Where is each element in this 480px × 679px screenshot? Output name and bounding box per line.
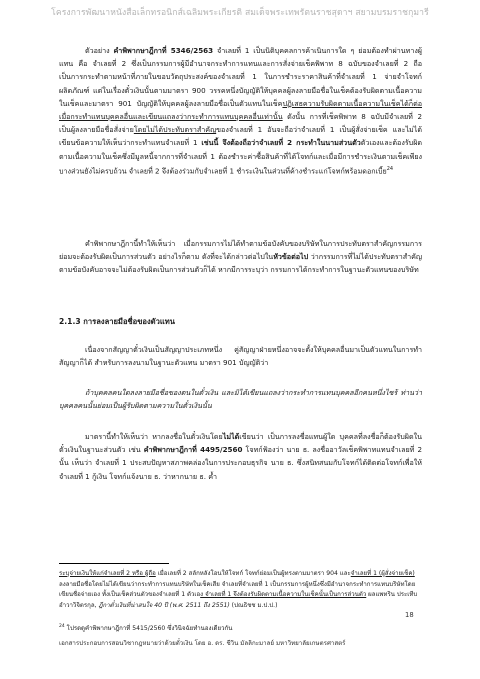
page-number: 18: [405, 611, 414, 619]
text-run: จำเลยที่ 1 (ผู้สั่งจ่ายเช็ค): [350, 570, 415, 577]
bold-text: ไม่ได้: [222, 432, 240, 441]
book-title: ฎีกาตั๋วเงินที่น่าสนใจ 40 ปี (พ.ศ. 2511 ถึง 2551): [98, 601, 230, 609]
statute-quote: ถ้าบุคคลคนใดลงลายมือชื่อของตนในตั๋วเงิน และมิได้เขียนแถลงว่ากระทำการแทนบุคคลอีกคนหนึ่งไซร้ ท่านว่าบุคคลคนนั้นย่อมเป็นผู้รับผิดตามความในตั๋วเงินนั้น: [59, 388, 422, 411]
text-run: โปรดดูคำพิพากษาฎีกาที่ 5415/2560 ซึ่งวินิจฉัยทำนองเดียวกัน: [64, 625, 233, 633]
footnote-continuation: [59, 569, 422, 611]
text-run: ผลแพทริน ประเทีบ อำวาวิจิตรกุล,: [59, 591, 418, 609]
agent-paragraph: เนื่องจากสัญญาตั๋วเงินเป็นสัญญาประเภทหนึ่ง คู่สัญญาฝ่ายหนึ่งอาจจะตั้งให้บุคคลอื่นมาเป็นตัวแทนในการทำสัญญาก็ได้ สำหรับการลงนามในฐานะตัวแทน มาตรา 901 บัญญัติว่า: [59, 345, 422, 368]
text-run: ระบุจ่ายเงินให้แก่จำเลยที่ 2 หรือ ผู้ถือ: [59, 570, 156, 577]
bold-conclusion: เช่นนี้ จึงต้องถือว่าจำเลยที่ 2 กระทำในนามส่วนตัว: [201, 138, 361, 148]
explanation-paragraph: [59, 430, 422, 483]
commentary-paragraph: [59, 237, 422, 277]
text-run: ว่ากรรมการที่ไม่ได้ประทับตราสำคัญตามข้อบังคับอาจจะไม่ต้องรับผิดเป็นการส่วนตัวก็ได้ หากมีการระบุว่า กรรมการได้กระทำการในฐานะตัวแทนของบริษัท: [59, 252, 423, 275]
text-run: เขียนว่า เป็นการลงชื่อแทนผู้ใด บุคคลที่ลงชื่อก็ต้องรับผิดในตั๋วเงินในฐานะส่วนตัว เช่น: [59, 432, 422, 455]
text-run: ลงลายมือชื่อโดยไม่ได้เขียนว่ากระทำการแทนบริษัทในเช็คเสีย จำเลยที่จำเลยที่ 1 เป็นกรรมการผู้หนึ่งซึ่งมีอำนาจกระทำการแทนบริษัทโดยเขียนชื่อจ่ายเอง ทั้งเป็นเช็คส่วนตัวของจำเลยที่ 1 ตัวเอ: [59, 580, 416, 599]
text-run: จำเลยที่ 1 เป็นนิติบุคคลการค้าเนินการใด ๆ ย่อมต้องทำผ่านทางผู้แทน คือ จำเลยที่ 2 ซึ่งเป็นกรรมการผู้มีอำนาจกระทำการแทนและการสั่งจ่ายเช็คพิพาท 8 ฉบับของจำเลยที่ 2 ถือเป็นการกระทำตามหน้าที่ภายในขอบวัตถุประสงค์ของจำเลยที่ 1 ในการชำระราคาสินค้าที่จำเลยที่ 1 จ่ายจำโจทก์ผลิตภัณฑ์ แต่ในเรื่องตั๋วเงินนั้นตามมาตรา 900 วรรคหนึ่งบัญญัติให้บุคคลผู้ลงลายมือชื่อในเช็คต้องรับผิดตามเนื้อความในเช็คและมาตรา 901 บัญญัติให้บุคคลผู้ลงลายมือชื่อเป็นตัวแทนในเช็ค: [59, 46, 422, 108]
body-section-3: [59, 343, 422, 369]
text-run: ดังนั้น การที่เช็คพิพาท 8 ฉบับมีจำเลยที่ 2 เป็นผู้ลงลายมือชื่อสั่งจ่าย: [59, 112, 422, 135]
statute-quote-block: [59, 386, 422, 412]
underlined-text: ปฏิเสธความรับผิดตามเนื้อความในเช็คได้ก็ต่อเมื่อกระทำแทนบุคคลอื่นและเขียนแถลงว่ากระทำการแทนบุคคลอื่นเท่านั้น: [59, 98, 422, 122]
bold-reference: หัวข้อต่อไป: [273, 252, 309, 262]
case-reference: คำพิพากษาฎีกาที่ 5346/2563: [113, 46, 214, 55]
text-run: เมื่อเลยที่ 2 สลักหลังโอนให้โจทก์ โจทก์ย่อมเป็นผู้ทรงตามมาตรา 904 และ: [155, 570, 351, 577]
text-run: ตัวเองและต้องรับผิดตามเนื้อความในเช็คซึ่งมีมูลหนี้จากการที่จำเลยที่ 1 ต้องชำระค่าซื้อสินค้าที่ได้โจทก์และเมื่อมีการชำระเงินตามเช็คเพียงบางส่วนยังไม่ครบถ้วน จำเลยที่ 2 จึงต้องร่วมกับจำเลยที่ 1 ชำระเงินในส่วนที่ค้างชำระแก่โจทก์พร้อมดอกเบี้ย: [59, 138, 423, 176]
text-run: โจทก์ฟ้องว่า นาย ธ. ลงชื่ออาวัลเช็คพิพาทแทนจำเลยที่ 2 นั้น เห็นว่า จำเลยที่ 1 ประสบปัญหาสภาพคล่องในการประกอบธุรกิจ นาย ธ. ซึ่งสนิทสนมกับโจทก์ได้ติดต่อโจทก์เพื่อให้จำเลยที่ 1 กู้เงิน โจทก์แจ้งนาย ธ. ว่าหากนาย ธ. ค้ำ: [59, 445, 422, 481]
example-paragraph: [59, 44, 422, 177]
body-section-4: [59, 430, 422, 483]
text-run: มาตรานี้ทำให้เห็นว่า หากลงชื่อในตั๋วเงินโดย: [85, 432, 223, 441]
text-run: ตัวอย่าง: [85, 46, 114, 55]
footnote-number: 24: [59, 624, 65, 629]
footnote-24: [59, 622, 422, 635]
document-header: โครงการพัฒนาหนังสือเล็กทรอนิกส์เฉลิมพระเกียรติ สมเด็จพระเทพรัตนราชสุดาฯ สยามบรมราชกุมารี: [51, 8, 429, 18]
text-run: คำพิพากษาฎีกานี้ทำให้เห็นว่า เมื่อกรรมการไม่ได้ทำตามข้อบังคับของบริษัทในการประทับตราสำคัญกรรมการย่อมจะต้องรับผิดเป็นการส่วนตัว อย่างไรก็ตาม ดังที่จะได้กล่าวต่อไปใน: [59, 239, 422, 262]
case-reference: คำพิพากษาฎีกาที่ 4495/2560: [143, 445, 243, 455]
footnote-divider: [59, 563, 169, 564]
footnote-ref: 24: [386, 165, 394, 172]
body-section-2: [59, 237, 422, 277]
document-footer: เอกสารประกอบการสอนวิชากฎหมายว่าด้วยตั๋วเงิน โดย อ. ดร. ชีวิน มัลลิกะมาลย์ มหาวิทยาลัยเกษตรศาสตร์: [59, 640, 346, 647]
text-run: ของจำเลยที่ 1 อันจะถือว่าจำเลยที่ 1 เป็นผู้สั่งจ่ายเช็ค และไม่ได้เขียนข้อความให้เห็นว่ากระทำแทนจำเลยที่ 1: [59, 125, 422, 148]
text-run: (ปณธิชช ม.ป.ป.): [229, 601, 278, 609]
section-heading: 2.1.3 การลงลายมือชื่อของตัวแทน: [59, 317, 175, 326]
section-heading-block: [59, 316, 422, 328]
text-run: ง จำเลยที่ 1 จึงต้องรับผิดตามเนื้อความในเช็คนั้นเป็นการส่วนตัว: [200, 591, 367, 599]
underlined-text: โดยไม่ได้ประทับตราสำคัญ: [133, 125, 217, 135]
body-section-1: [59, 44, 422, 177]
